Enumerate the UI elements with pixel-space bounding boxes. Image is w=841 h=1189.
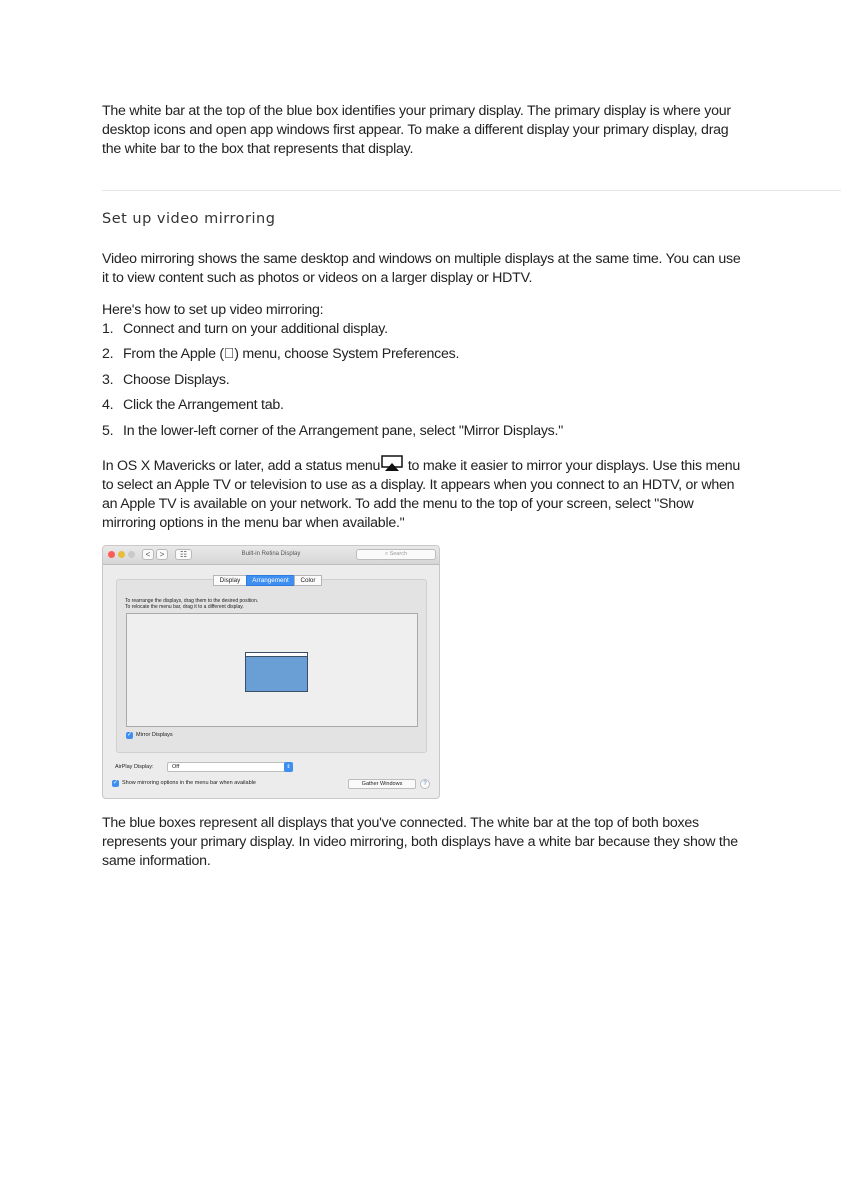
mirror-displays-label: Mirror Displays: [136, 732, 173, 738]
show-mirroring-label: Show mirroring options in the menu bar when available: [122, 780, 256, 786]
window-title: Built-in Retina Display: [241, 551, 301, 557]
howto-paragraph: Here's how to set up video mirroring:: [102, 302, 324, 318]
show-mirroring-checkbox: ✓: [112, 780, 119, 786]
chevron-updown-icon: ⇕: [284, 762, 293, 772]
step-number: 3.: [102, 371, 114, 388]
intro-paragraph: The white bar at the top of the blue box identifies your primary display. The primary display is where your desktop icons and open app windows first appear. To make a different display your primary display, drag the white bar to the box that represents that display.: [102, 103, 731, 157]
list-item: [102, 422, 742, 447]
window-titlebar: [103, 546, 439, 565]
steps-list: [102, 320, 742, 447]
list-item: [102, 396, 742, 421]
tab-color: Color: [294, 575, 322, 586]
status-text-after: to make it easier to mirror your displays. Use this menu to select an Apple TV or television to use as a display. It appears when you connect to an HDTV, or when an Apple TV is available on your network. To add the menu to the top of your screen, select "Show mirroring options in the menu bar when available.": [102, 458, 740, 531]
step-text: Connect and turn on your additional display.: [123, 321, 388, 337]
search-field: [356, 549, 436, 560]
help-icon: ?: [420, 779, 430, 789]
instruction-line: To relocate the menu bar, drag it to a different display.: [125, 604, 244, 610]
step-text: Choose Displays.: [123, 371, 230, 388]
search-icon: ⌕: [384, 551, 390, 557]
list-item: [102, 371, 742, 396]
display-box: [245, 652, 308, 692]
mirror-displays-checkbox: ✓: [126, 732, 133, 738]
instruction-line: To rearrange the displays, drag them to the desired position.: [125, 598, 259, 604]
gather-windows-button: Gather Windows: [348, 779, 416, 789]
tab-arrangement: Arrangement: [246, 575, 295, 586]
step-number: 5.: [102, 422, 114, 439]
grid-icon: ☷: [175, 549, 192, 560]
section-divider: [102, 190, 841, 191]
status-text-before: In OS X Mavericks or later, add a status menu: [102, 458, 381, 474]
search-placeholder: Search: [389, 551, 408, 557]
airplay-icon: [381, 455, 403, 472]
tab-bar: [214, 575, 322, 586]
arrangement-instructions: [125, 598, 258, 610]
section-heading: Set up video mirroring: [102, 211, 276, 227]
airplay-display-value: Off: [172, 764, 180, 770]
forward-button: >: [156, 549, 168, 560]
step-text: Click the Arrangement tab.: [123, 397, 284, 414]
back-button: <: [142, 549, 154, 560]
airplay-display-select: [167, 762, 293, 772]
list-item: [102, 320, 742, 345]
list-item: [102, 345, 742, 370]
airplay-display-label: AirPlay Display:: [115, 764, 154, 770]
tab-display: Display: [213, 575, 247, 586]
step-text: From the Apple ( ) menu, choose System Preferences.: [123, 346, 453, 363]
displays-preferences-screenshot: [102, 545, 440, 799]
step-text: In the lower-left corner of the Arrangement pane, select "Mirror Displays.": [123, 422, 564, 439]
mirroring-paragraph: Video mirroring shows the same desktop and windows on multiple displays at the same time. You can use it to view content such as photos or videos on a larger display or HDTV.: [102, 251, 741, 286]
blue-boxes-paragraph: The blue boxes represent all displays that you've connected. The white bar at the top of both boxes represents your primary display. In video mirroring, both displays have a white bar because they show the same information.: [102, 815, 738, 869]
status-menu-paragraph: [102, 455, 742, 533]
menu-bar-indicator: [246, 653, 307, 657]
step-number: 1.: [102, 321, 114, 337]
step-number: 4.: [102, 397, 114, 414]
step-number: 2.: [102, 346, 114, 363]
